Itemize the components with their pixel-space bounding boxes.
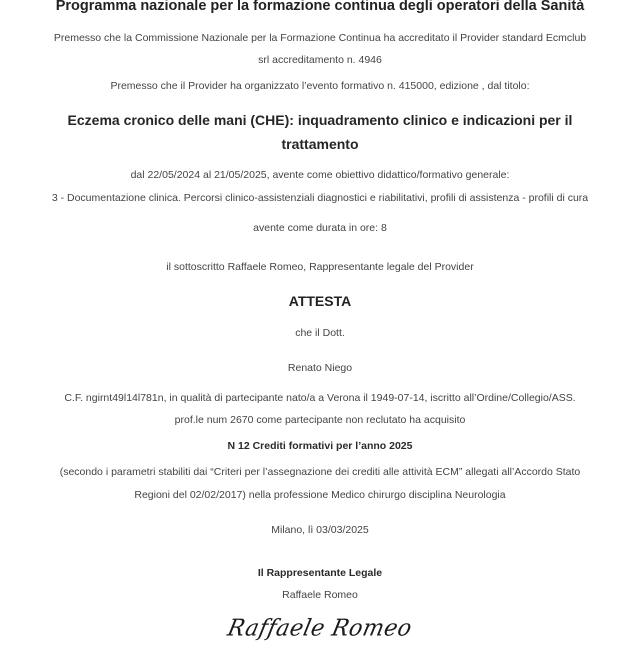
params-line-1: (secondo i parametri stabiliti dai “Criteri per l’assegnazione dei crediti alle attività ECM” allegati all’Accordo Stato <box>59 466 581 478</box>
signature-text: Raffaele Romeo <box>225 615 415 642</box>
intro-line-2: srl accreditamento n. 4946 <box>258 54 382 66</box>
attesta-to-line: che il Dott. <box>295 327 345 339</box>
event-objective: 3 - Documentazione clinica. Percorsi clinico-assistenziali diagnostici e riabilitativi, profili di assistenza - profili di cura <box>51 192 589 204</box>
participant-details-line-2: prof.le num 2670 come partecipante non reclutato ha acquisito <box>174 414 466 426</box>
program-title: Programma nazionale per la formazione continua degli operatori della Sanità <box>55 0 585 14</box>
signatory-statement: il sottoscritto Raffaele Romeo, Rappresentante legale del Provider <box>166 261 474 273</box>
place-date: Milano, lì 03/03/2025 <box>271 524 369 536</box>
event-title-line-2: trattamento <box>281 136 359 152</box>
legal-rep-name: Raffaele Romeo <box>282 589 358 601</box>
intro-line-1: Premesso che la Commissione Nazionale per la Formazione Continua ha accreditato il Provider standard Ecmclub <box>53 32 587 44</box>
handwritten-signature <box>0 616 640 656</box>
params-line-2: Regioni del 02/02/2017) nella professione Medico chirurgo disciplina Neurologia <box>134 489 506 501</box>
participant-name: Renato Niego <box>287 362 353 374</box>
attesta-heading: ATTESTA <box>288 293 352 309</box>
event-duration: avente come durata in ore: 8 <box>253 222 387 234</box>
intro-line-3: Premesso che il Provider ha organizzato l’evento formativo n. 415000, edizione , dal titolo: <box>110 80 530 92</box>
legal-rep-label: Il Rappresentante Legale <box>257 567 383 579</box>
participant-details-line-1: C.F. ngirnt49l14l781n, in qualità di partecipante nato/a a Verona il 1949-07-14, iscritto all’Ordine/Collegio/ASS. <box>64 392 576 404</box>
credits-line: N 12 Crediti formativi per l’anno 2025 <box>227 440 413 452</box>
event-dates: dal 22/05/2024 al 21/05/2025, avente come obiettivo didattico/formativo generale: <box>130 169 510 181</box>
event-title-line-1: Eczema cronico delle mani (CHE): inquadramento clinico e indicazioni per il <box>67 112 573 128</box>
